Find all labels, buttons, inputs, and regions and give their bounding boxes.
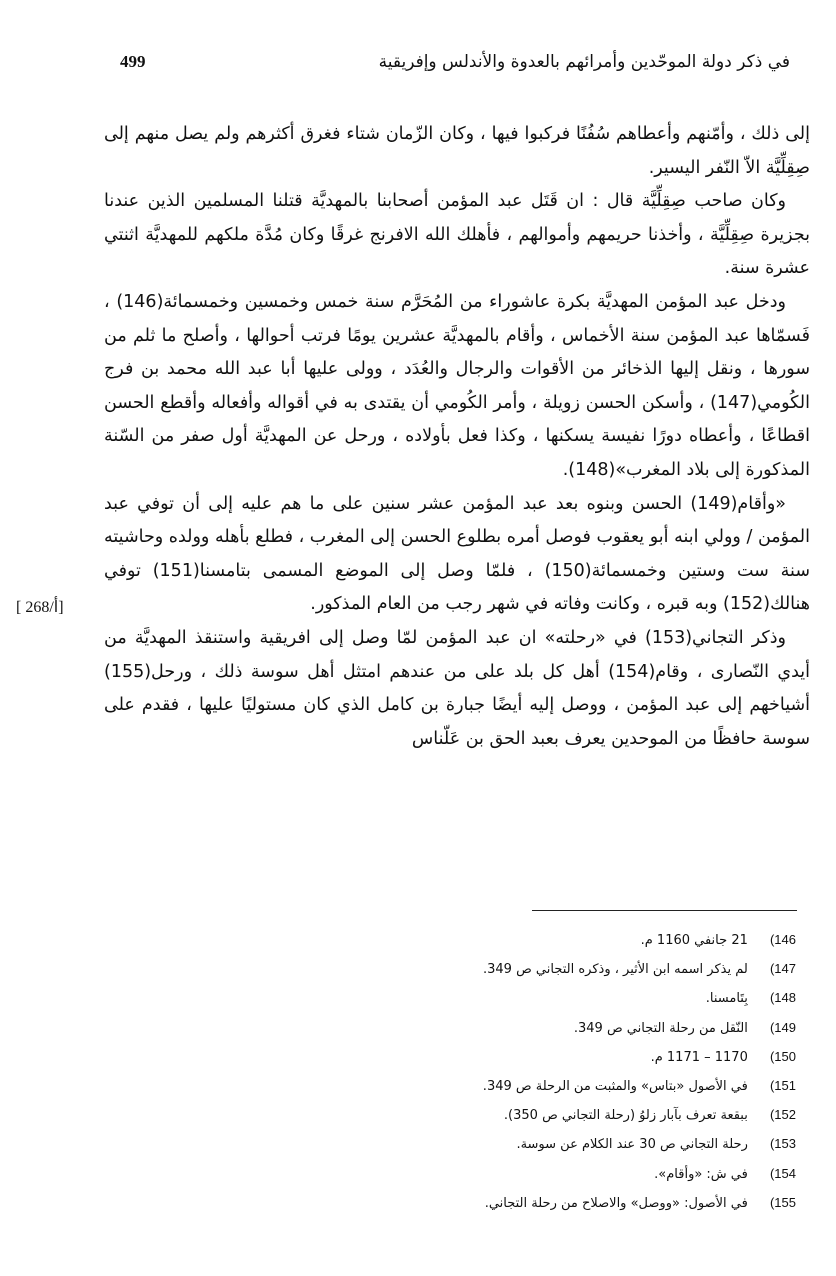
footnote-number: 150) xyxy=(769,1048,796,1064)
footnote-text: في الأصول: «ووصل» والاصلاح من رحلة التجاني. xyxy=(484,1195,748,1211)
footnote-text: النّقل من رحلة التجاني ص 349. xyxy=(573,1020,748,1036)
footnote-number: 149) xyxy=(769,1019,796,1035)
paragraph: «وأقام(149) الحسن وبنوه بعد عبد المؤمن عشر سنين على ما هم عليه إلى أن توفي عبد المؤمن / وولي ابنه أبو يعقوب فوصل أمره بطلوع الحسن إلى المغرب ، فطلع بأهله وولده وحاشيته سنة ست وستين وخمسمائة(150) ، فلمّا وصل إلى الموضع المسمى بتامسنا(151) توفي هنالك(152) وبه قبره ، وكانت وفاته في شهر رجب من العام المذكور. xyxy=(104,493,810,615)
footnote-number: 154) xyxy=(769,1165,796,1181)
folio-margin-note: [ 268/أ] xyxy=(16,599,64,616)
footnote-text: ببقعة تعرف بآبار زلوُ (رحلة التجاني ص 350). xyxy=(503,1108,748,1124)
footnote-number: 146) xyxy=(769,932,796,947)
footnote xyxy=(276,1071,796,1100)
footnote xyxy=(276,1188,796,1217)
paragraph: ودخل عبد المؤمن المهديَّة بكرة عاشوراء من المُحَرَّم سنة خمس وخمسين وخمسمائة(146) ، فَسمّاها عبد المؤمن سنة الأخماس ، وأقام بالمهديَّة عشرين يومًا فرتب أحوالها ، وأصلح ما ثلم من سورها ، ونقل إليها الذخائر من الأقوات والرجال والعُدَد ، وولى عليها أبا عبد الله محمد بن فرج الكُومي(147) ، وأسكن الحسن زويلة ، وأمر الكُومي أن يقتدى به في أقواله وأفعاله وأقطع الحسن اقطاعًا ، وأعطاه دورًا نفيسة يسكنها ، وكذا فعل بأولاده ، ورحل عن المهديَّة أول صفر من السّنة المذكورة إلى بلاد المغرب»(148). xyxy=(104,291,810,480)
footnote-divider xyxy=(532,910,797,911)
running-title: في ذكر دولة الموحّدين وأمرائهم بالعدوة والأندلس وإفريقية xyxy=(378,52,790,72)
footnote-number: 153) xyxy=(769,1136,796,1152)
footnote xyxy=(276,954,796,983)
paragraph: وذكر التجاني(153) في «رحلته» ان عبد المؤمن لمّا وصل إلى افريقية واستنقذ المهديَّة من أيدي النّصارى ، وقام(154) أهل كل بلد على من عندهم امتثل أهل سوسة ذلك ، ورحل(155) أشياخهم إلى عبد المؤمن ، ووصل إليه أيضًا جبارة بن كامل الذي كان مستوليًا عليها ، فقدم على سوسة حافظًا من الموحدين يعرف بعبد الحق بن عَلّناس xyxy=(104,627,810,749)
footnote xyxy=(276,925,796,954)
footnote xyxy=(276,1100,796,1129)
paragraph: إلى ذلك ، وأمّنهم وأعطاهم سُفُنًا فركبوا فيها ، وكان الزّمان شتاء فغرق أكثرهم ولم يصل منهم إلى صِقِلِّيَّة الاّ النّفر اليسير. xyxy=(104,124,810,178)
footnote-number: 152) xyxy=(769,1107,796,1123)
footnote-number: 151) xyxy=(769,1077,796,1093)
footnote-text: في الأصول «بتاس» والمثبت من الرحلة ص 349. xyxy=(482,1078,748,1094)
footnote-number: 155) xyxy=(769,1194,796,1210)
paragraph: وكان صاحب صِقِلِّيَّة قال : ان قَتَل عبد المؤمن أصحابنا بالمهديَّة قتلنا المسلمين الذين عندنا بجزيرة صِقِلِّيَّة ، وأخذنا حريمهم وأموالهم ، فأهلك الله الافرنج غرقًا وكان مُدَّة ملكهم للمهديَّة اثنتي عشرة سنة. xyxy=(104,191,810,279)
footnote xyxy=(276,1159,796,1188)
footnote-text: لم يذكر اسمه ابن الأثير ، وذكره التجاني ص 349. xyxy=(482,962,748,978)
footnote-text: 1170 – 1171 م. xyxy=(650,1049,748,1065)
footnote xyxy=(276,1129,796,1158)
page-number: 499 xyxy=(120,52,146,71)
page-header xyxy=(100,48,790,88)
main-text xyxy=(104,118,810,756)
footnote-number: 148) xyxy=(769,990,796,1006)
footnote-text: رحلة التجاني ص 30 عند الكلام عن سوسة. xyxy=(516,1137,748,1153)
footnote xyxy=(276,1013,796,1042)
footnote-number: 147) xyxy=(769,961,796,977)
footnote-text: 21 جانفي 1160 م. xyxy=(640,933,748,948)
footnote-text: في ش: «وأقام». xyxy=(654,1166,748,1182)
footnotes xyxy=(276,925,796,1217)
footnote-text: بِتَامسنا. xyxy=(705,991,748,1007)
footnote xyxy=(276,1042,796,1071)
footnote xyxy=(276,983,796,1012)
